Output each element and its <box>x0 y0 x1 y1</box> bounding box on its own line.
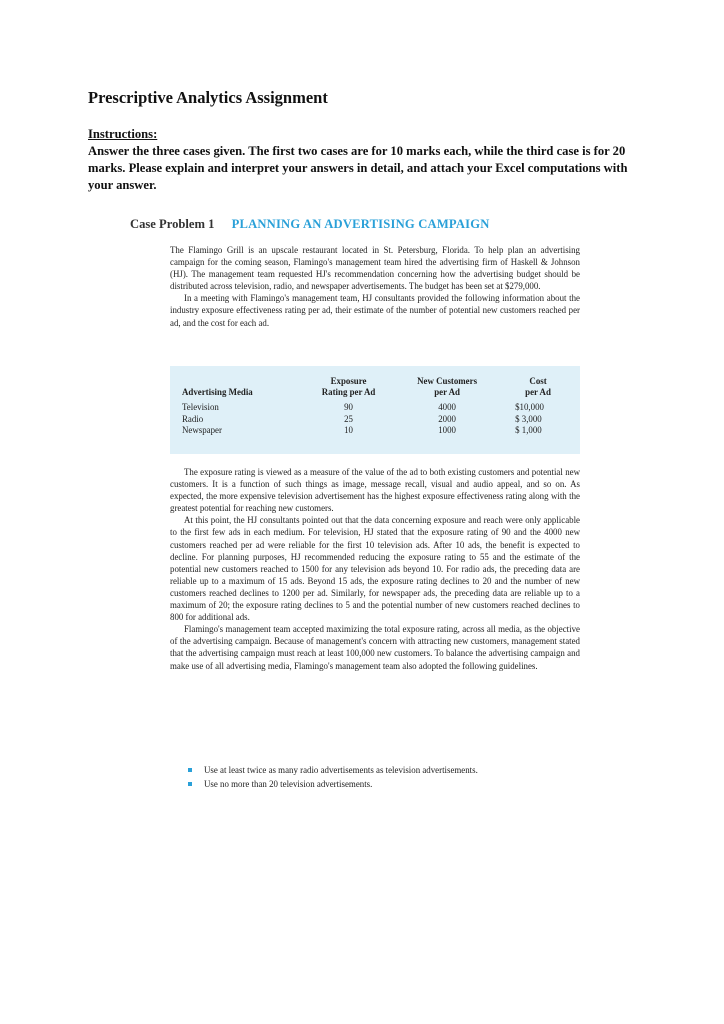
cell-cost: $ 1,000 <box>515 425 542 435</box>
cell-exposure: 25 <box>344 413 353 424</box>
list-item-text: Use at least twice as many radio advertisements as television advertisements. <box>204 765 478 775</box>
advertising-table-panel <box>170 366 580 454</box>
paragraph: The exposure rating is viewed as a measure of the value of the ad to both existing customers and potential new customers. It is a function of such things as image, message recall, visual and audio appeal, and so on. As expected, the more expensive television advertisement has the highest exposure effectiveness rating along with the greatest potential for reaching new customers. <box>170 467 580 514</box>
instructions-section <box>88 126 650 194</box>
cell-customers: 4000 <box>438 402 456 412</box>
paragraph: The Flamingo Grill is an upscale restaurant located in St. Petersburg, Florida. To help plan an advertising campaign for the coming season, Flamingo's management team hired the advertising firm of Haskell & Johnson (HJ). The management team requested HJ's recommendation concerning how the advertising budget should be distributed across television, radio, and newspaper advertisements. The budget has been set at $279,000. <box>170 245 580 292</box>
cell-cost: $ 3,000 <box>515 413 542 424</box>
header-cost-line1: Cost <box>529 376 547 386</box>
cell-media: Newspaper <box>182 425 222 435</box>
list-item-text: Use no more than 20 television advertisements. <box>204 779 373 789</box>
advertising-table <box>182 376 577 437</box>
header-customers-line1: New Customers <box>417 376 478 386</box>
bullet-icon <box>188 768 192 772</box>
table-row <box>182 414 577 426</box>
header-customers <box>395 376 499 402</box>
intro-text <box>170 244 580 329</box>
header-cost-line2: per Ad <box>525 387 551 397</box>
cell-media: Television <box>182 402 219 412</box>
table-row <box>182 425 577 437</box>
case-label: Case Problem 1 <box>130 217 215 231</box>
cell-customers: 1000 <box>438 425 456 435</box>
list-item <box>186 777 586 791</box>
cell-media: Radio <box>182 413 204 424</box>
instructions-text: Answer the three cases given. The first two cases are for 10 marks each, while the third case is for 20 marks. Please explain and interpret your answers in detail, and attach your Excel computations with your answer. <box>88 144 628 192</box>
case-heading <box>130 216 570 232</box>
table-row <box>182 402 577 414</box>
paragraph: Flamingo's management team accepted maximizing the total exposure rating, across all media, as the objective of the advertising campaign. Because of management's concern with attracting new customers, management stated that the advertising campaign must reach at least 100,000 new customers. To balance the advertising campaign and make use of all advertising media, Flamingo's management team also adopted the following guidelines. <box>170 624 580 671</box>
header-exposure <box>302 376 395 402</box>
header-cost <box>499 376 577 402</box>
guideline-list <box>186 763 586 791</box>
instructions-heading: Instructions: <box>88 127 158 141</box>
table-header-row <box>182 376 577 402</box>
header-media: Advertising Media <box>182 387 253 397</box>
main-text <box>170 466 580 672</box>
bullet-icon <box>188 782 192 786</box>
list-item <box>186 763 586 777</box>
cell-cost: $10,000 <box>515 402 544 412</box>
cell-customers: 2000 <box>438 413 456 424</box>
cell-exposure: 10 <box>344 425 353 435</box>
paragraph: At this point, the HJ consultants pointed out that the data concerning exposure and reach were only applicable to the first few ads in each medium. For television, HJ stated that the exposure rating of 90 and the 4000 new customers reached per ad were reliable for the first 10 television ads. After 10 ads, the benefit is expected to decline. For planning purposes, HJ recommended reducing the exposure rating to 55 and the estimate of the potential new customers reached to 1500 for any television ads beyond 10. For radio ads, the preceding data are reliable up to a maximum of 15 ads. Beyond 15 ads, the exposure rating declines to 20 and the number of new customers reached declines to 1200 per ad. Similarly, for newspaper ads, the preceding data are reliable up to a maximum of 20; the exposure rating declines to 5 and the potential number of new customers reached declines to 800 for additional ads. <box>170 515 580 623</box>
header-exposure-line1: Exposure <box>330 376 367 386</box>
cell-exposure: 90 <box>344 402 353 412</box>
header-exposure-line2: Rating per Ad <box>321 387 376 397</box>
paragraph: In a meeting with Flamingo's management team, HJ consultants provided the following information about the industry exposure effectiveness rating per ad, their estimate of the number of potential new customers reached per ad, and the cost for each ad. <box>170 293 580 328</box>
page-title: Prescriptive Analytics Assignment <box>88 88 328 107</box>
header-customers-line2: per Ad <box>434 387 460 397</box>
case-title: PLANNING AN ADVERTISING CAMPAIGN <box>231 217 490 231</box>
